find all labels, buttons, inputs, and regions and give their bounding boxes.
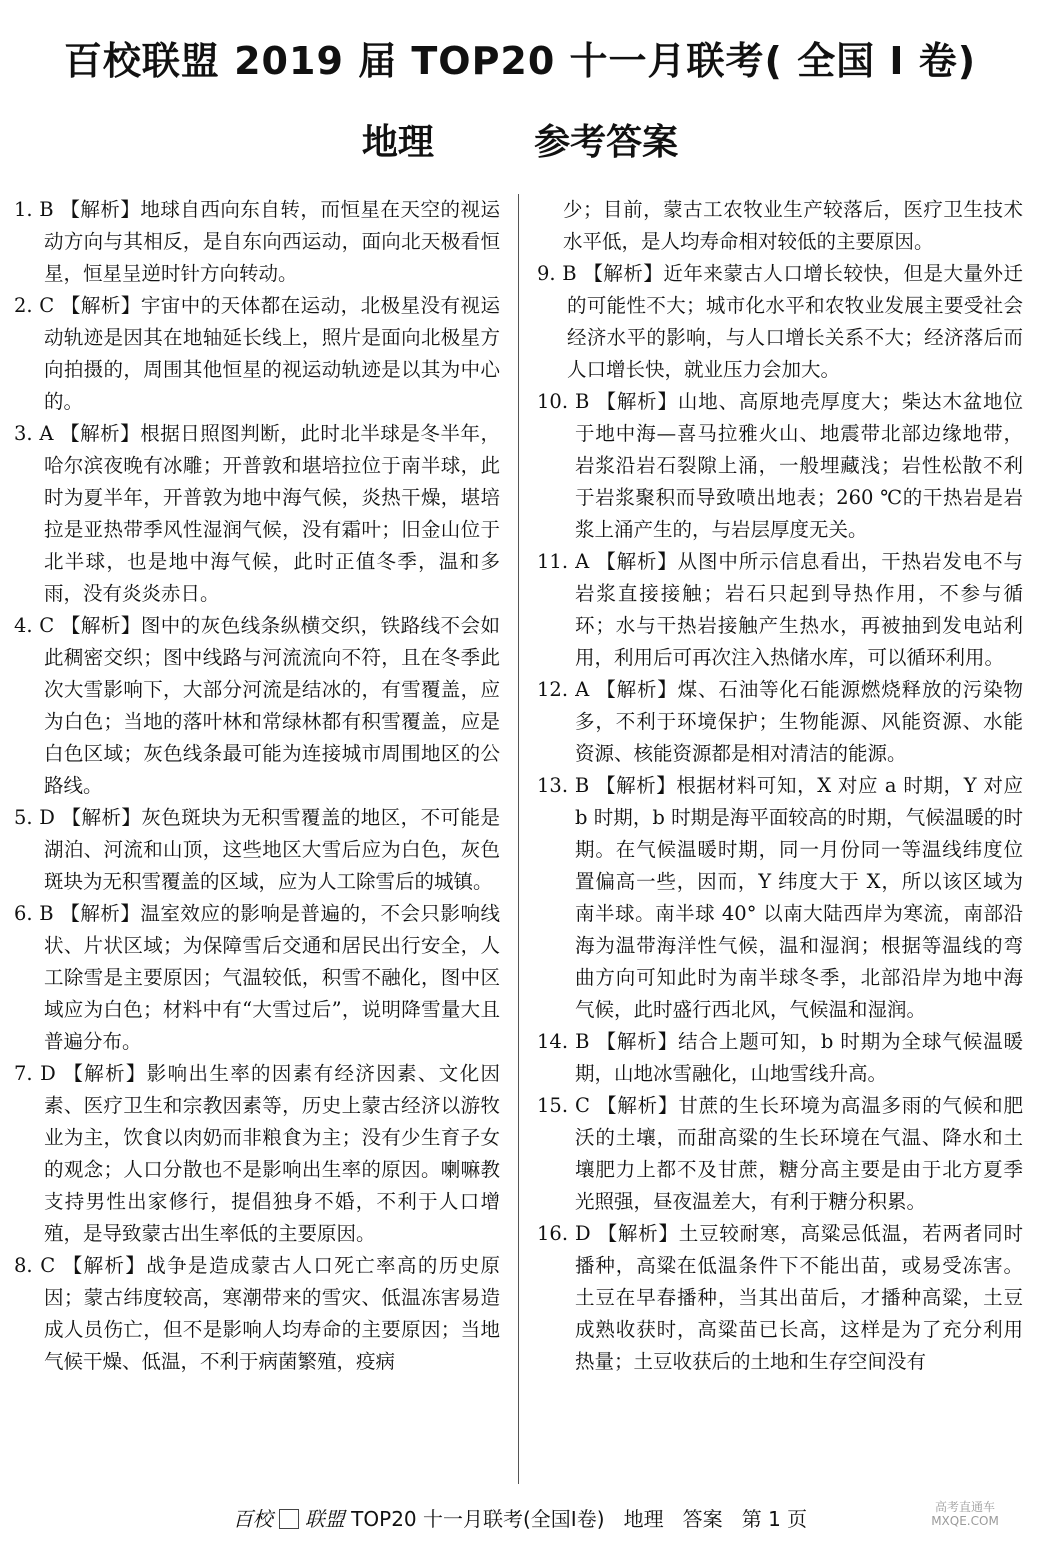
page-title: 百校联盟 2019 届 TOP20 十一月联考( 全国 Ⅰ 卷) [63,39,977,83]
answer-number: 10. B [537,390,590,413]
answer-text: 【解析】近年来蒙古人口增长较快，但是大量外迁的可能性不大；城市化水平和农牧业发展主要受社会经济水平的影响，与人口增长关系不大；经济落后而人口增长快，就业压力会加大。 [567,262,1023,381]
left-column [14,194,500,1378]
answer-text: 【解析】甘蔗的生长环境为高温多雨的气候和肥沃的土壤，而甜高粱的生长环境在气温、降水和土壤肥力上都不及甘蔗，糖分高主要是由于北方夏季光照强，昼夜温差大，有利于糖分积累。 [575,1094,1023,1213]
footer-brand-left: 百校 [232,1507,273,1531]
answer-number: 15. C [537,1094,590,1117]
answer-item-4 [14,610,500,802]
answer-number: 16. D [537,1222,591,1245]
answer-number: 6. B [14,902,54,925]
column-divider [518,194,519,1484]
answer-item-3 [14,418,500,610]
answer-number: 14. B [537,1030,590,1053]
answer-number: 8. C [14,1254,56,1277]
answer-number: 3. A [14,422,54,445]
page-subtitle: 地理 参考答案 [361,122,679,163]
answer-item-15 [537,1090,1023,1218]
answer-number: 4. C [14,614,55,637]
answer-text: 【解析】根据日照图判断，此时北半球是冬半年，哈尔滨夜晚有冰雕；开普敦和堪培拉位于南半球，此时为夏半年，开普敦为地中海气候，炎热干燥，堪培拉是亚热带季风性湿润气候，没有霜叶；旧金山位于北半球，也是地中海气候，此时正值冬季，温和多雨，没有炎炎赤日。 [44,422,500,605]
answer-text: 【解析】从图中所示信息看出，干热岩发电不与岩浆直接接触；岩石只起到导热作用，不参与循环；水与干热岩接触产生热水，再被抽到发电站利用，利用后可再次注入热储水库，可以循环利用。 [575,550,1023,669]
answer-item-12 [537,674,1023,770]
answer-8-continuation: 少；目前，蒙古工农牧业生产较落后，医疗卫生技术水平低，是人均寿命相对较低的主要原因。 [563,198,1023,253]
brand-logo-icon [279,1509,299,1529]
stamp-line-1: 高考直通车 [934,1500,995,1514]
answer-item-7 [14,1058,500,1250]
answer-item-5 [14,802,500,898]
answer-text: 【解析】地球自西向东自转，而恒星在天空的视运动方向与其相反，是自东向西运动，面向北天极看恒星，恒星呈逆时针方向转动。 [44,198,500,285]
answer-item-11 [537,546,1023,674]
answer-text: 【解析】根据材料可知，X 对应 a 时期，Y 对应 b 时期，b 时期是海平面较高的时期，气候温暖的时期。在气候温暖时期，同一月份同一等温线纬度位置偏高一些，因而，Y 纬度大于 X，所以该区域为南半球。南半球 40° 以南大陆西岸为寒流，南部沿海为温带海洋性气候，温和湿润；根据等温线的弯曲方向可知此时为南半球冬季，北部沿岸为地中海气候，此时盛行西北风，气候温和湿润。 [575,774,1023,1021]
answer-text: 【解析】土豆较耐寒，高粱忌低温，若两者同时播种，高粱在低温条件下不能出苗，或易受冻害。土豆在早春播种，当其出苗后，才播种高粱，土豆成熟收获时，高粱苗已长高，这样是为了充分利用热量；土豆收获后的土地和生存空间没有 [575,1222,1023,1373]
answer-text: 【解析】温室效应的影响是普遍的，不会只影响线状、片状区域；为保障雪后交通和居民出行安全，人工除雪是主要原因；气温较低，积雪不融化，图中区域应为白色；材料中有“大雪过后”，说明降雪量大且普遍分布。 [44,902,500,1053]
answer-text: 【解析】山地、高原地壳厚度大；柴达木盆地位于地中海—喜马拉雅火山、地震带北部边缘地带，岩浆沿岩石裂隙上涌，一般埋藏浅；岩性松散不利于岩浆聚积而导致喷出地表；260 ℃的干热岩是岩浆上涌产生的，与岩层厚度无关。 [575,390,1024,541]
answer-item-14 [537,1026,1023,1090]
answer-item-1 [14,194,500,290]
answer-item-16 [537,1218,1023,1378]
answer-text: 【解析】煤、石油等化石能源燃烧释放的污染物多，不利于环境保护；生物能源、风能资源、水能资源、核能资源都是相对清洁的能源。 [575,678,1023,765]
answer-number: 9. B [537,262,577,285]
answer-item-2 [14,290,500,418]
answer-text: 【解析】宇宙中的天体都在运动，北极星没有视运动轨迹是因其在地轴延长线上，照片是面向北极星方向拍摄的，周围其他恒星的视运动轨迹是以其为中心的。 [44,294,500,413]
answer-number: 5. D [14,806,55,829]
footer-text: TOP20 十一月联考(全国Ⅰ卷) 地理 答案 第 1 页 [351,1507,808,1531]
answer-text: 【解析】战争是造成蒙古人口死亡率高的历史原因；蒙古纬度较高，寒潮带来的雪灾、低温冻害易造成人员伤亡，但不是影响人均寿命的主要原因；当地气候干燥、低温，不利于病菌繁殖，疫病 [44,1254,500,1373]
answer-number: 7. D [14,1062,56,1085]
answer-text: 【解析】影响出生率的因素有经济因素、文化因素、医疗卫生和宗教因素等，历史上蒙古经济以游牧业为主，饮食以肉奶而非粮食为主；没有少生育子女的观念；人口分散也不是影响出生率的原因。喇嘛教支持男性出家修行，提倡独身不婚，不利于人口增殖，是导致蒙古出生率低的主要原因。 [44,1062,500,1245]
footer-brand-right: 联盟 [304,1507,345,1531]
answer-number: 11. A [537,550,590,573]
answer-text: 【解析】结合上题可知，b 时期为全球气候温暖期，山地冰雪融化，山地雪线升高。 [575,1030,1023,1085]
answer-number: 1. B [14,198,54,221]
stamp-line-2: MXQE.COM [931,1514,999,1528]
answer-number: 13. B [537,774,590,797]
answer-text: 【解析】图中的灰色线条纵横交织，铁路线不会如此稠密交织；图中线路与河流流向不符，且在冬季此次大雪影响下，大部分河流是结冰的，有雪覆盖，应为白色；当地的落叶林和常绿林都有积雪覆盖，应是白色区域；灰色线条最可能为连接城市周围地区的公路线。 [44,614,500,797]
page-footer [0,1503,1040,1532]
answer-text: 【解析】灰色斑块为无积雪覆盖的地区，不可能是湖泊、河流和山顶，这些地区大雪后应为白色，灰色斑块为无积雪覆盖的区域，应为人工除雪后的城镇。 [44,806,500,893]
answer-item-10 [537,386,1023,546]
corner-watermark-stamp [905,1500,1025,1536]
right-column [537,194,1023,1378]
answer-item-8 [14,1250,500,1378]
answer-item-9 [537,258,1023,386]
answer-item-13 [537,770,1023,1026]
answer-number: 2. C [14,294,55,317]
answer-number: 12. A [537,678,590,701]
answer-item-6 [14,898,500,1058]
